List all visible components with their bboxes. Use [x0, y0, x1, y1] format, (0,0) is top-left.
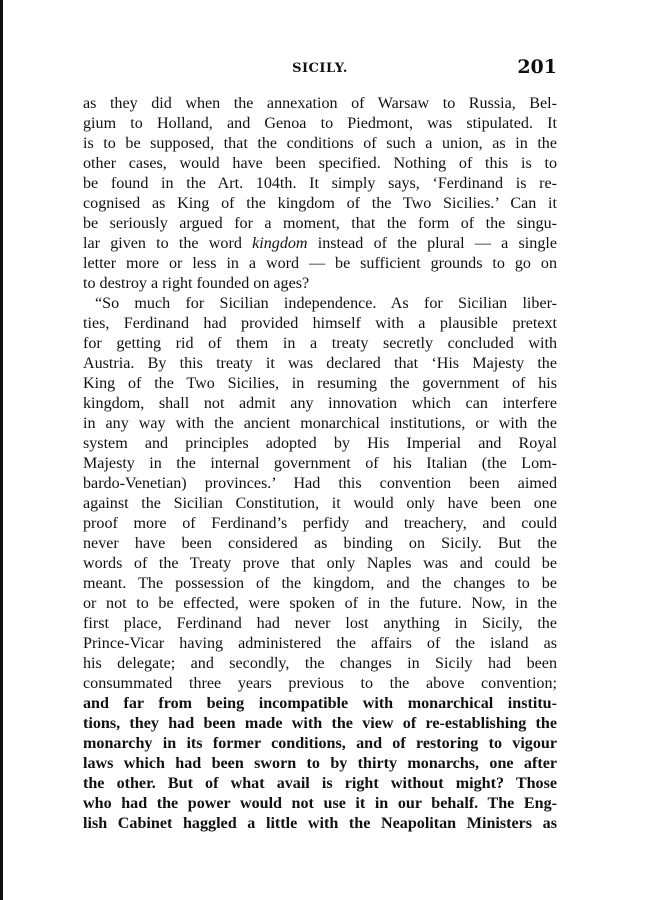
text-line: bardo-Venetian) provinces.’ Had this convention been aimed: [83, 475, 557, 492]
text-line: as they did when the annexation of Warsaw to Russia, Bel-: [83, 95, 557, 112]
text-line: laws which had been sworn to by thirty monarchs, one after: [83, 755, 557, 772]
text-line: letter more or less in a word — be sufficient grounds to go on: [83, 255, 557, 272]
text-line: Austria. By this treaty it was declared that ‘His Majesty the: [83, 355, 557, 372]
text-line: lish Cabinet haggled a little with the Neapolitan Ministers as: [83, 815, 557, 832]
text-line: tions, they had been made with the view of re-establishing the: [83, 715, 557, 732]
italic-word-kingdom: kingdom: [252, 235, 308, 252]
text-line: against the Sicilian Constitution, it would only have been one: [83, 495, 557, 512]
text-line: ties, Ferdinand had provided himself with a plausible pretext: [83, 315, 557, 332]
text-line: system and principles adopted by His Imperial and Royal: [83, 435, 557, 452]
page-edge-shadow: [0, 0, 3, 900]
text-line: words of the Treaty prove that only Naples was and could be: [83, 555, 557, 572]
text-line: monarchy in its former conditions, and of restoring to vigour: [83, 735, 557, 752]
text-line: be found in the Art. 104th. It simply says, ‘Ferdinand is re-: [83, 175, 557, 192]
text-line: gium to Holland, and Genoa to Piedmont, was stipulated. It: [83, 115, 557, 132]
text-line-start: lar given to the word: [83, 235, 253, 252]
text-line: the other. But of what avail is right without might? Those: [83, 775, 557, 792]
page-number: 201: [517, 56, 557, 78]
text-line: never have been considered as binding on Sicily. But the: [83, 535, 557, 552]
text-line: in any way with the ancient monarchical institutions, or with the: [83, 415, 557, 432]
text-line: who had the power would not use it in our behalf. The Eng-: [83, 795, 557, 812]
text-line: consummated three years previous to the above convention;: [83, 675, 557, 692]
body-text: [83, 94, 557, 834]
text-line: kingdom, shall not admit any innovation which can interfere: [83, 395, 557, 412]
text-line: for getting rid of them in a treaty secretly concluded with: [83, 335, 557, 352]
text-line: or not to be effected, were spoken of in the future. Now, in the: [83, 595, 557, 612]
text-line: and far from being incompatible with monarchical institu-: [83, 695, 557, 712]
text-line: is to be supposed, that the conditions of such a union, as in the: [83, 135, 557, 152]
text-line: be seriously argued for a moment, that the form of the singu-: [83, 215, 557, 232]
text-line: proof more of Ferdinand’s perfidy and treachery, and could: [83, 515, 557, 532]
text-line: Prince-Vicar having administered the affairs of the island as: [83, 635, 557, 652]
text-line: to destroy a right founded on ages?: [83, 275, 310, 292]
text-line-mixed: [83, 234, 557, 254]
text-line: Majesty in the internal government of his Italian (the Lom-: [83, 455, 557, 472]
page-header: [83, 56, 557, 80]
text-line: his delegate; and secondly, the changes in Sicily had been: [83, 655, 557, 672]
running-head: SICILY.: [292, 61, 348, 76]
text-line-end: instead of the plural — a single: [307, 235, 557, 252]
text-line: meant. The possession of the kingdom, and the changes to be: [83, 575, 557, 592]
text-line: other cases, would have been specified. Nothing of this is to: [83, 155, 557, 172]
paragraph-start-line: “So much for Sicilian independence. As for Sicilian liber-: [95, 295, 557, 312]
text-line: cognised as King of the kingdom of the Two Sicilies.’ Can it: [83, 195, 557, 212]
text-line: first place, Ferdinand had never lost anything in Sicily, the: [83, 615, 557, 632]
text-line: King of the Two Sicilies, in resuming the government of his: [83, 375, 557, 392]
